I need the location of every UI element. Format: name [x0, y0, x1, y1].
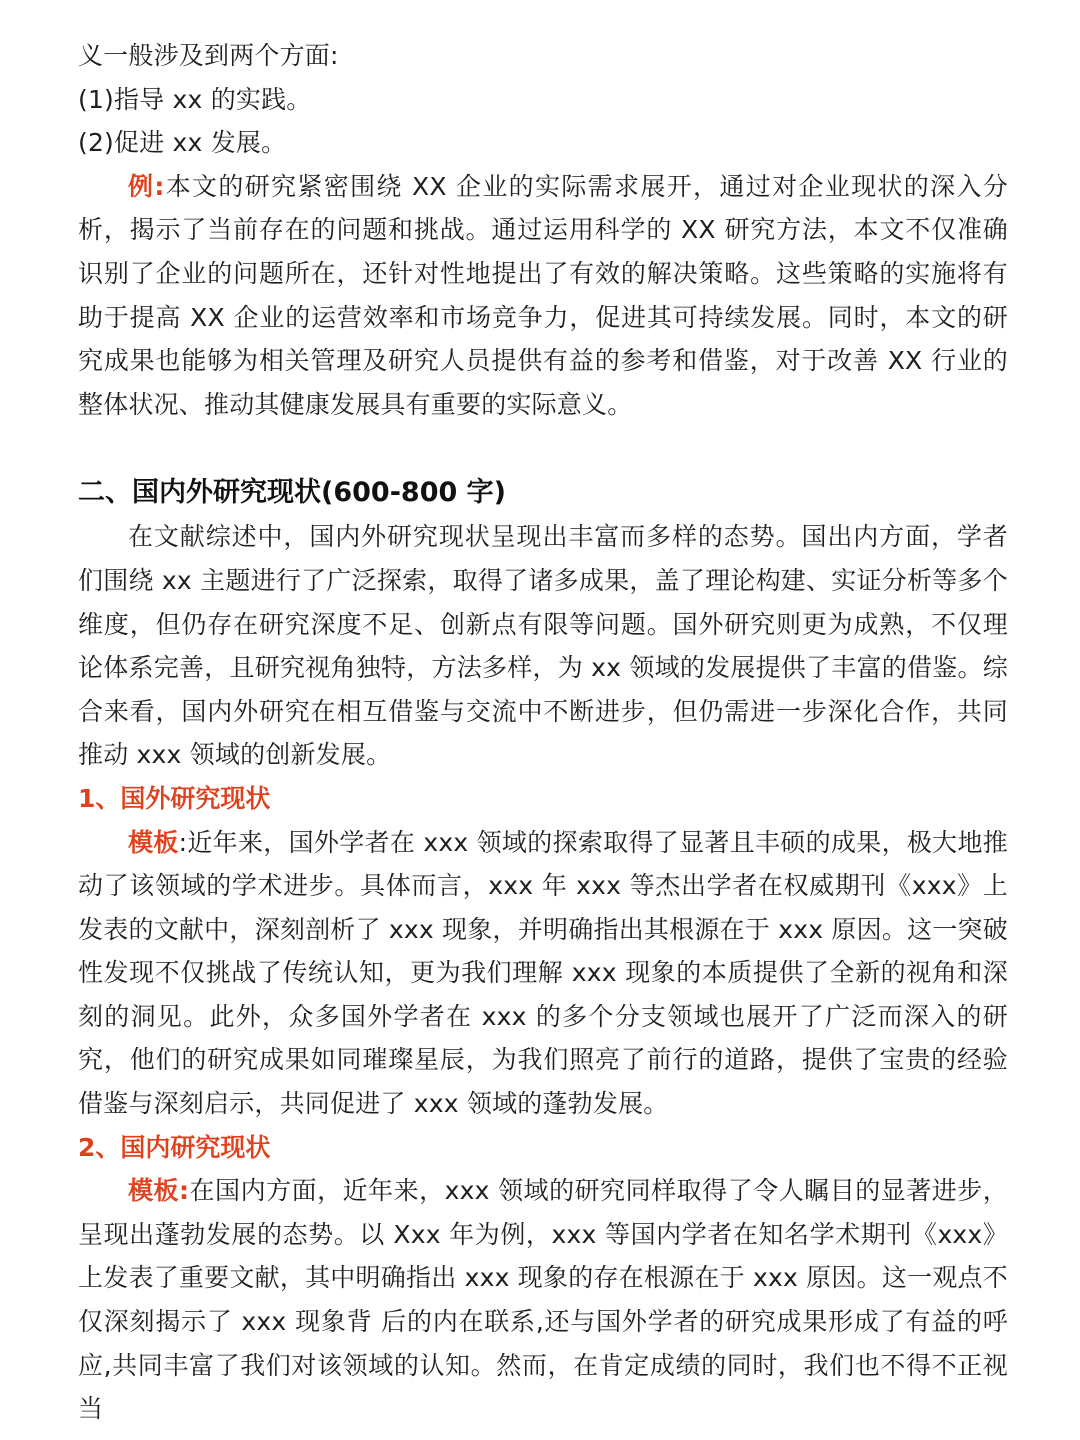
- domestic-template-label: 模板:: [128, 1176, 190, 1206]
- foreign-template-label: 模板: [128, 827, 179, 857]
- subsection-domestic-heading: 2、国内研究现状: [78, 1132, 271, 1162]
- example-text: 本文的研究紧密围绕 XX 企业的实际需求展开，通过对企业现状的深入分析，揭示了当前存在的问题和挑战。通过运用科学的 XX 研究方法，本文不仅准确识别了企业的问题所在，还针对性地提出了有效的解决策略。这些策略的实施将有助于提高 XX 企业的运营效率和市场竞争力，促进其可持续发展。同时，本文的研究成果也能够为相关管理及研究人员提供有益的参考和借鉴，对于改善 XX 行业的整体状况、推动其健康发展具有重要的实际意义。: [78, 171, 1008, 419]
- intro-line-2: (1)指导 xx 的实践。: [78, 84, 312, 114]
- foreign-template-text: :近年来，国外学者在 xxx 领域的探索取得了显著且丰硕的成果，极大地推动了该领域的学术进步。具体而言，xxx 年 xxx 等杰出学者在权威期刊《xxx》上发表的文献中，深刻剖析了 xxx 现象，并明确指出其根源在于 xxx 原因。这一突破性发现不仅挑战了传统认知，更为我们理解 xxx 现象的本质提供了全新的视角和深刻的洞见。此外，众多国外学者在 xxx 的多个分支领域也展开了广泛而深入的研究，他们的研究成果如同璀璨星辰，为我们照亮了前行的道路，提供了宝贵的经验借鉴与深刻启示，共同促进了 xxx 领域的蓬勃发展。: [78, 827, 1008, 1119]
- example-label: 例:: [128, 171, 165, 201]
- example-paragraph: [78, 165, 1008, 427]
- intro-line-1: 义一般涉及到两个方面:: [78, 41, 339, 70]
- section-spacer: [78, 426, 1008, 471]
- section-2-heading: 二、国内外研究现状(600-800 字): [78, 477, 507, 509]
- intro-line-3: (2)促进 xx 发展。: [78, 128, 287, 158]
- foreign-template-paragraph: [78, 821, 1008, 1126]
- section-2-summary: 在文献综述中，国内外研究现状呈现出丰富而多样的态势。国出内方面，学者们围绕 xx 主题进行了广泛探索，取得了诸多成果，盖了理论构建、实证分析等多个维度，但仍存在研究深度不足、创新点有限等问题。国外研究则更为成熟，不仅理论体系完善，且研究视角独特，方法多样，为 xx 领域的发展提供了丰富的借鉴。综合来看，国内外研究在相互借鉴与交流中不断进步，但仍需进一步深化合作，共同推动 xxx 领域的创新发展。: [78, 522, 1008, 770]
- domestic-template-text: 在国内方面，近年来，xxx 领域的研究同样取得了令人瞩目的显著进步，呈现出蓬勃发展的态势。以 Xxx 年为例，xxx 等国内学者在知名学术期刊《xxx》上发表了重要文献，其中明确指出 xxx 现象的存在根源在于 xxx 原因。这一观点不仅深刻揭示了 xxx 现象背 后的内在联系,还与国外学者的研究成果形成了有益的呼应,共同丰富了我们对该领域的认知。然而，在肯定成绩的同时，我们也不得不正视当: [78, 1176, 1008, 1424]
- domestic-template-paragraph: [78, 1169, 1008, 1431]
- subsection-foreign-heading: 1、国外研究现状: [78, 783, 271, 813]
- document-page: [78, 34, 1008, 1431]
